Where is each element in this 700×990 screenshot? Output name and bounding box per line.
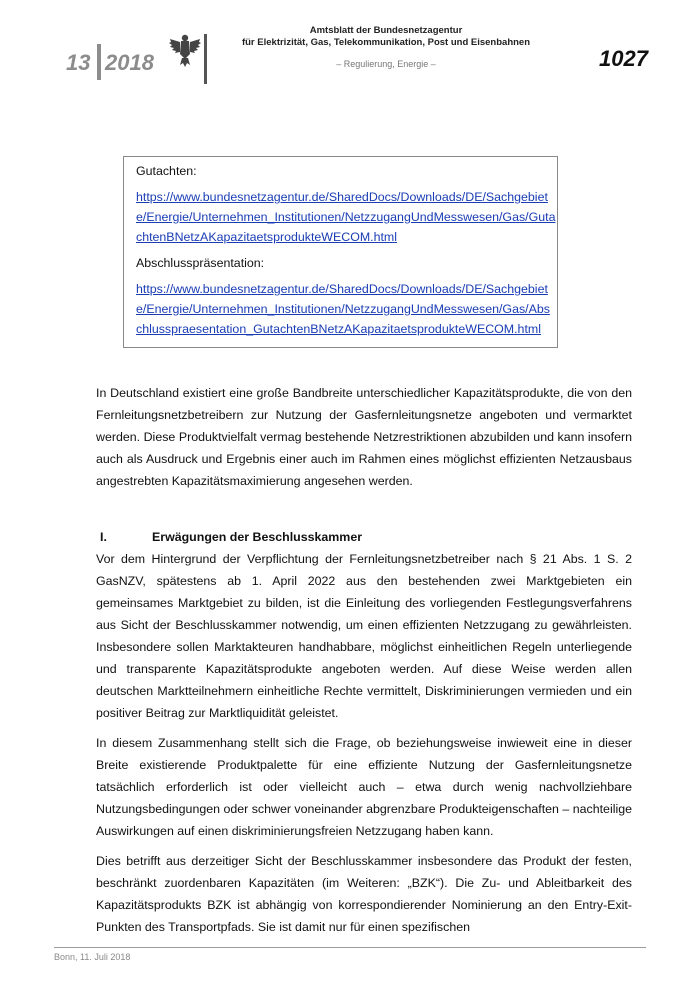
reference-label-abschlusspraesentation: Abschlusspräsentation: (136, 256, 265, 270)
footer-place-date: Bonn, 11. Juli 2018 (54, 952, 131, 962)
section-title: Erwägungen der Beschlusskammer (152, 530, 363, 544)
page-number: 1027 (599, 46, 648, 71)
link-line: e/Energie/Unternehmen_Institutionen/NetzzugangUndMesswesen/Gas/Abs (136, 302, 550, 316)
body-paragraph: Dies betrifft aus derzeitiger Sicht der Beschlusskammer insbesondere das Produkt der festen, beschränkt zuordenbaren Kapazitäten (im Weiteren: „BZK“). Die Zu- und Ableitbarkeit des Kapazitätsprodukts BZK ist abhängig von korrespondierender Nominierung an den Entry-Exit-Punkten des Transportpfads. Sie ist damit nur für einen spezifischen (96, 854, 632, 934)
issue-divider (97, 44, 101, 80)
issue-number: 13 (66, 50, 91, 75)
section-heading (96, 526, 632, 548)
link-gutachten[interactable] (136, 187, 557, 247)
reference-box (123, 156, 558, 348)
footer-divider (54, 947, 646, 948)
link-abschlusspraesentation[interactable] (136, 279, 557, 339)
link-line: e/Energie/Unternehmen_Institutionen/NetzzugangUndMesswesen/Gas/Guta (136, 210, 556, 224)
link-line: https://www.bundesnetzagentur.de/SharedDocs/Downloads/DE/Sachgebiet (136, 282, 548, 296)
header-divider (204, 34, 207, 84)
section-number: I. (100, 530, 107, 544)
publication-line-2: für Elektrizität, Gas, Telekommunikation, Post und Eisenbahnen (241, 37, 531, 48)
intro-paragraph: In Deutschland existiert eine große Bandbreite unterschiedlicher Kapazitätsprodukte, die von den Fernleitungsnetzbetreibern zur Nutzung der Gasfernleitungsnetze angeboten und vermarktet werden. Diese Produktvielfalt vermag bestehende Netzrestriktionen abzubilden und kann insofern auch als Ausdruck und Ergebnis einer auch im Rahmen eines möglichst effizienten Netzausbaus angestrebten Kapazitätsmaximierung angesehen werden. (96, 386, 632, 488)
reference-label-gutachten: Gutachten: (136, 164, 197, 178)
body-paragraph: Vor dem Hintergrund der Verpflichtung der Fernleitungsnetzbetreiber nach § 21 Abs. 1 S. 2 GasNZV, spätestens ab 1. April 2022 aus den bestehenden zwei Marktgebieten ein gemeinsames Marktgebiet zu bilden, ist die Einleitung des vorliegenden Festlegungsverfahrens aus Sicht der Beschlusskammer notwendig, um einen effizienten Netzzugang zu gewährleisten. Insbesondere sollen Marktakteuren handhabbare, möglichst einheitlichen Regeln unterliegende und transparente Kapazitätsprodukte angeboten werden. Auf diese Weise werden allen deutschen Marktteilnehmern einheitliche Rechte vermittelt, Diskriminierungen vermieden und ein positiver Beitrag zur Marktliquidität geleistet. (96, 552, 632, 720)
publication-line-1: Amtsblatt der Bundesnetzagentur (309, 25, 463, 36)
document-body (96, 382, 632, 938)
body-paragraph: In diesem Zusammenhang stellt sich die Frage, ob beziehungsweise inwieweit eine in dieser Breite existierende Produktpalette für eine effiziente Nutzung der Gasfernleitungsnetze tatsächlich erforderlich ist oder vielleicht auch – etwa durch wenig nachvollziehbare Nutzungsbedingungen oder schwer voneinander abgrenzbare Produkteigenschaften – nachteilige Auswirkungen auf einen diskriminierungsfreien Netzzugang haben kann. (96, 736, 632, 838)
publication-title (236, 25, 536, 49)
link-line: chtenBNetzAKapazitaetsprodukteWECOM.html (136, 230, 398, 244)
link-line: https://www.bundesnetzagentur.de/SharedDocs/Downloads/DE/Sachgebiet (136, 190, 548, 204)
federal-eagle-icon (168, 32, 202, 68)
publication-subtitle: – Regulierung, Energie – (336, 59, 436, 69)
issue-year: 2018 (105, 50, 154, 75)
link-line: chlusspraesentation_GutachtenBNetzAKapazitaetsprodukteWECOM.html (136, 322, 541, 336)
